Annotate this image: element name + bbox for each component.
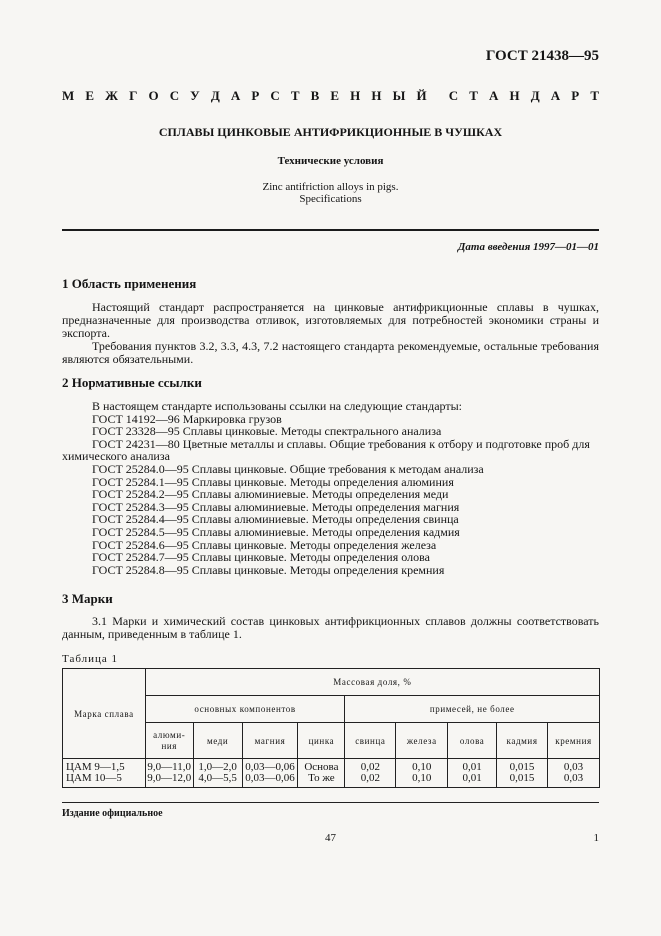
document-number: ГОСТ 21438—95 (485, 48, 599, 64)
normative-references (62, 400, 599, 576)
footer-divider (62, 802, 599, 803)
interstate-letter: М (62, 88, 75, 103)
reference-item: ГОСТ 25284.1—95 Сплавы цинковые. Методы определения алюминия (92, 474, 454, 489)
reference-item: ГОСТ 25284.0—95 Сплавы цинковые. Общие требования к методам анализа (92, 461, 484, 476)
table-cell: 0,015 (497, 759, 548, 774)
table-cell: 0,10 (396, 773, 448, 788)
table-cell: 0,02 (345, 759, 396, 774)
english-title (0, 181, 661, 205)
interstate-letter: Н (350, 88, 361, 103)
interstate-letter: Е (85, 88, 95, 103)
interstate-letter: А (489, 88, 499, 103)
col-copper: меди (193, 723, 242, 759)
table-cell: 0,03—0,06 (242, 759, 298, 774)
table-cell: Основа (298, 759, 345, 774)
reference-item: ГОСТ 25284.4—95 Сплавы алюминиевые. Методы определения свинца (92, 512, 459, 527)
table-cell: 0,01 (448, 773, 497, 788)
reference-item: ГОСТ 25284.5—95 Сплавы алюминиевые. Методы определения кадмия (92, 524, 460, 539)
table-cell: 9,0—11,0 (145, 759, 193, 774)
interstate-letter: Р (571, 88, 580, 103)
interstate-letter: Д (210, 88, 220, 103)
table-cell: 9,0—12,0 (145, 773, 193, 788)
col-silicon: кремния (548, 723, 600, 759)
english-title-line-1: Zinc antifriction alloys in pigs. (262, 181, 399, 193)
interstate-letter: У (190, 88, 200, 103)
reference-item: ГОСТ 14192—96 Маркировка грузов (92, 411, 282, 426)
interstate-letter: В (310, 88, 320, 103)
interstate-letter: Е (330, 88, 340, 103)
interstate-letter: А (230, 88, 241, 103)
official-edition: Издание официальное (62, 808, 163, 819)
interstate-letter: С (169, 88, 180, 103)
interstate-letter: С (270, 88, 280, 103)
section-2-heading-wrap (62, 376, 599, 389)
table-label: Таблица 1 (62, 653, 119, 665)
interstate-letter: Й (416, 88, 427, 103)
reference-item: ГОСТ 25284.8—95 Сплавы цинковые. Методы определения кремния (92, 562, 445, 577)
interstate-letter: Т (290, 88, 300, 103)
interstate-letter: Т (590, 88, 599, 103)
mass-fraction-header: Массовая доля, % (145, 669, 599, 696)
reference-item: ГОСТ 25284.6—95 Сплавы цинковые. Методы определения железа (92, 537, 437, 552)
interstate-letter: Г (129, 88, 138, 103)
table-row (63, 759, 600, 774)
table-cell: ЦАМ 10—5 (63, 773, 146, 788)
section-1-heading-wrap (62, 277, 599, 290)
table-cell: 0,10 (396, 759, 448, 774)
col-cadmium: кадмия (497, 723, 548, 759)
table-cell: 0,02 (345, 773, 396, 788)
table-cell: 0,01 (448, 759, 497, 774)
interstate-letter: Д (530, 88, 540, 103)
document-subtitle: Технические условия (277, 155, 384, 167)
english-title-line-2: Specifications (299, 193, 362, 205)
col-iron: железа (396, 723, 448, 759)
interstate-letter: Ы (392, 88, 406, 103)
table-cell: 0,03 (548, 759, 600, 774)
reference-item: ГОСТ 25284.2—95 Сплавы алюминиевые. Методы определения меди (92, 487, 449, 502)
interstate-letter: О (148, 88, 159, 103)
col-aluminium: алюми- ния (145, 723, 193, 759)
sheet-number: 1 (593, 832, 599, 844)
col-zinc: цинка (298, 723, 345, 759)
table-cell: 0,03—0,06 (242, 773, 298, 788)
main-components-header: основных компонентов (145, 696, 345, 723)
alloy-composition-table (62, 668, 600, 788)
table-cell: 0,015 (497, 773, 548, 788)
grade-header: Марка сплава (63, 669, 146, 759)
interstate-letter: С (448, 88, 459, 103)
section-2-heading: 2 Нормативные ссылки (62, 375, 202, 390)
col-magnesium: магния (242, 723, 298, 759)
effective-date: Дата введения 1997—01—01 (457, 241, 599, 253)
reference-item: ГОСТ 24231—80 Цветные металлы и сплавы. Общие требования к отбору и подготовке проб для химического анализа (62, 436, 590, 464)
col-tin: олова (448, 723, 497, 759)
interstate-letter: А (550, 88, 561, 103)
interstate-letter: Ж (105, 88, 118, 103)
section-1-paragraph-2: Требования пунктов 3.2, 3.3, 4.3, 7.2 настоящего стандарта рекомендуемые, остальные требования являются обязательными. (62, 339, 599, 366)
table-cell: ЦАМ 9—1,5 (63, 759, 146, 774)
references-intro: В настоящем стандарте использованы ссылки на следующие стандарты: (92, 399, 463, 413)
interstate-letter: Т (469, 88, 478, 103)
section-1-paragraph-1: Настоящий стандарт распространяется на цинковые антифрикционные сплавы в чушках, предназначенные для производства отливок, изготовляемых для потребностей экономики страны и экспорта. (62, 300, 599, 340)
section-3-heading-wrap (62, 592, 599, 605)
header-divider (62, 229, 599, 231)
document-title: СПЛАВЫ ЦИНКОВЫЕ АНТИФРИКЦИОННЫЕ В ЧУШКАХ (158, 125, 503, 139)
table-cell: 1,0—2,0 (193, 759, 242, 774)
col-lead: свинца (345, 723, 396, 759)
interstate-letter: Н (509, 88, 520, 103)
interstate-letter: Р (251, 88, 260, 103)
section-3-heading: 3 Марки (62, 591, 113, 606)
table-row (63, 773, 600, 788)
table-cell: 4,0—5,5 (193, 773, 242, 788)
interstate-standard-heading (62, 88, 599, 104)
reference-item: ГОСТ 23328—95 Сплавы цинковые. Методы спектрального анализа (92, 424, 442, 439)
page-number: 47 (325, 832, 336, 844)
reference-item: ГОСТ 25284.7—95 Сплавы цинковые. Методы определения олова (92, 550, 430, 565)
interstate-letter: Н (371, 88, 382, 103)
impurities-header: примесей, не более (345, 696, 600, 723)
section-3-paragraph-1: 3.1 Марки и химический состав цинковых антифрикционных сплавов должны соответствовать данным, приведенным в таблице 1. (62, 614, 599, 641)
reference-item: ГОСТ 25284.3—95 Сплавы алюминиевые. Методы определения магния (92, 499, 460, 514)
section-1-heading: 1 Область применения (62, 276, 197, 291)
table-cell: 0,03 (548, 773, 600, 788)
table-cell: То же (298, 773, 345, 788)
